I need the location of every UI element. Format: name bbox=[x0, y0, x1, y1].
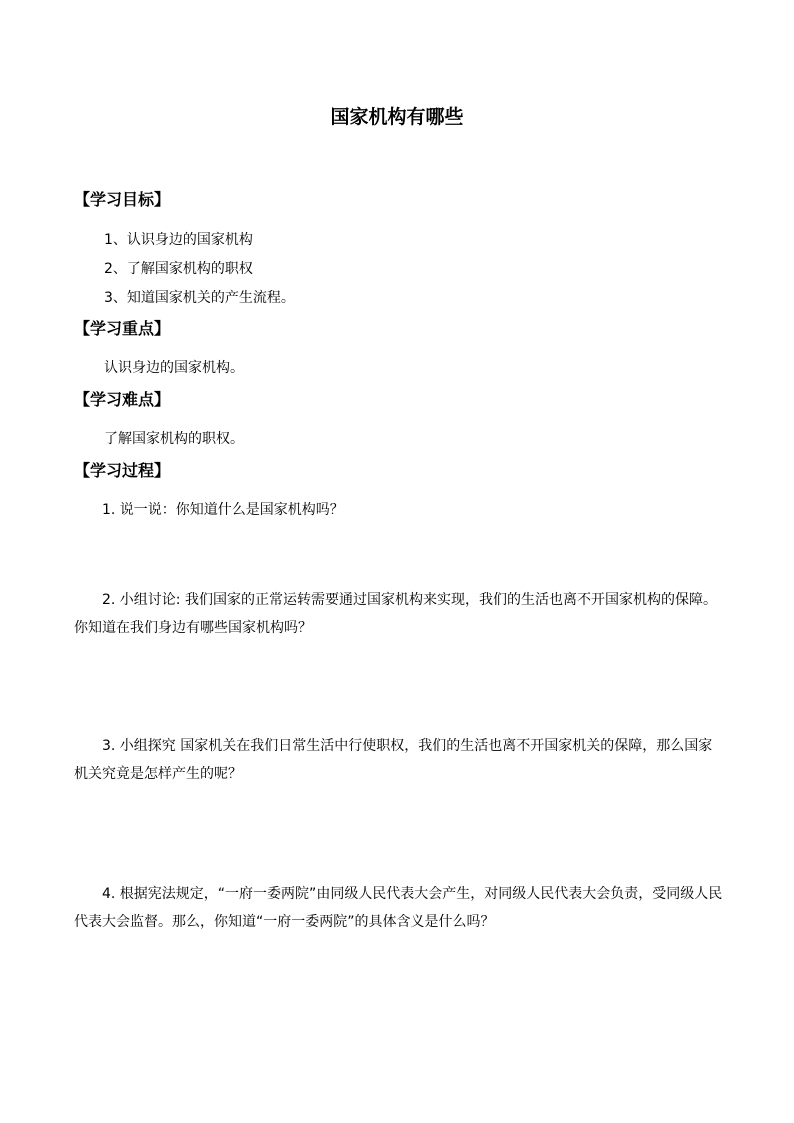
heading-learning-process: 【学习过程】 bbox=[74, 461, 171, 480]
process-question-3: 3. 小组探究 国家机关在我们日常生活中行使职权，我们的生活也离不开国家机关的保障，那么国家机关究竟是怎样产生的呢？ bbox=[74, 738, 713, 782]
process-question-1: 1. 说一说：你知道什么是国家机构吗？ bbox=[102, 502, 344, 518]
goal-item: 3、知道国家机关的产生流程。 bbox=[104, 290, 295, 306]
difficulties-text: 了解国家机构的职权。 bbox=[104, 431, 244, 447]
goal-item: 2、了解国家机构的职权 bbox=[104, 261, 253, 277]
heading-key-points: 【学习重点】 bbox=[74, 319, 171, 338]
key-points-text: 认识身边的国家机构。 bbox=[104, 360, 244, 376]
heading-learning-goals: 【学习目标】 bbox=[74, 190, 171, 209]
document-title: 国家机构有哪些 bbox=[330, 106, 464, 128]
process-question-2: 2. 小组讨论: 我们国家的正常运转需要通过国家机构来实现，我们的生活也离不开国家机构的保障。你知道在我们身边有哪些国家机构吗？ bbox=[74, 592, 717, 636]
process-question-4: 4. 根据宪法规定，“一府一委两院”由同级人民代表大会产生，对同级人民代表大会负责，受同级人民代表大会监督。那么，你知道“一府一委两院”的具体含义是什么吗？ bbox=[74, 886, 723, 930]
goal-item: 1、认识身边的国家机构 bbox=[104, 232, 253, 248]
heading-difficulties: 【学习难点】 bbox=[74, 390, 171, 409]
